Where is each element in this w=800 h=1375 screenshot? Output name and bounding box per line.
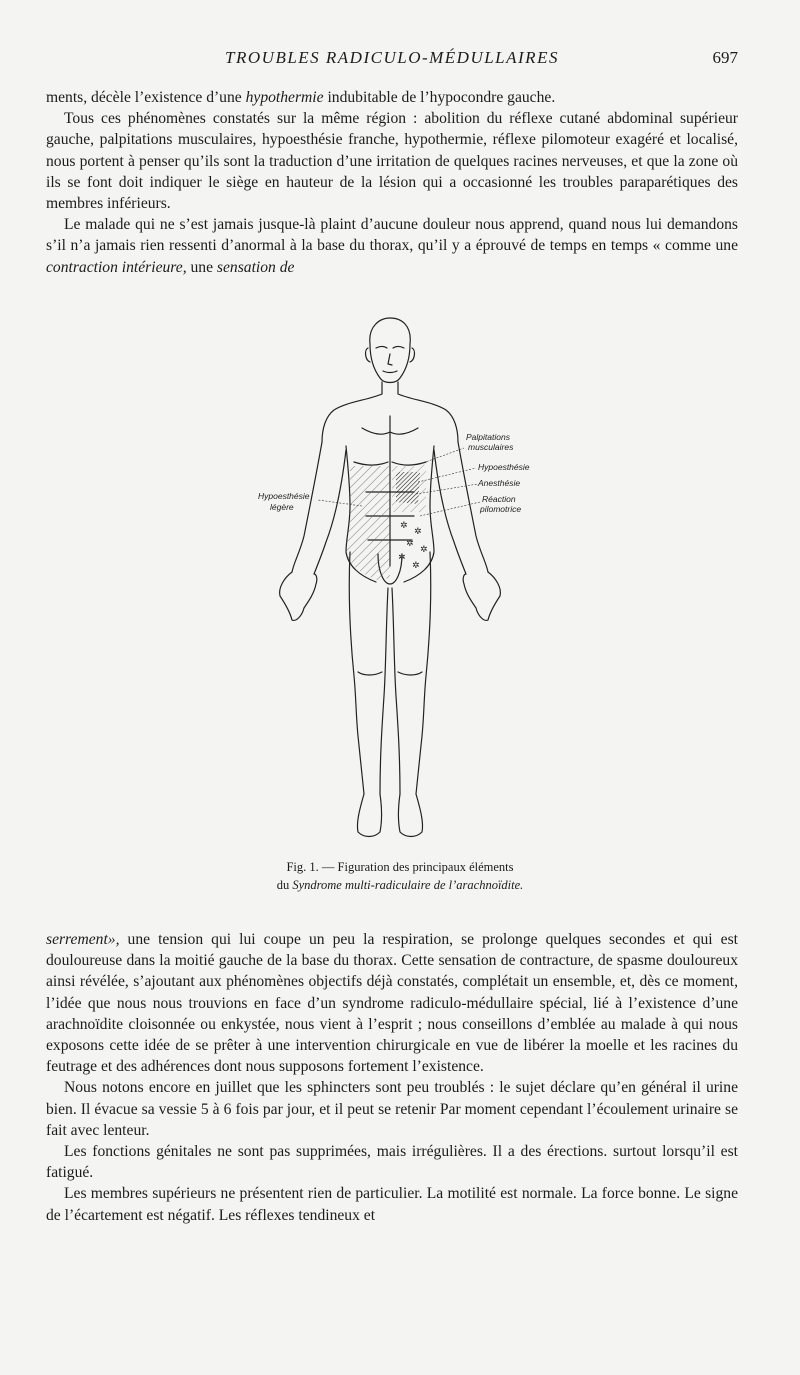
anesthesie-zone [396, 472, 420, 504]
figure-label: Fig. 1. — [286, 860, 335, 874]
emphasis: contraction intérieure, [46, 258, 187, 276]
label-pilomotrice: pilomotrice [480, 504, 522, 514]
svg-text:✲: ✲ [398, 553, 406, 563]
paragraph: serrement», une tension qui lui coupe un peu la respiration, se prolonge quelques secondes et qui est douloureuse dans la moitié gauche de la base du thorax. Cette sensation de contracture, de spasme douloureux ainsi révélée, s’ajoutant aux phénomènes objectifs déjà constatés, complétait un ensemble, et, dès ce moment, l’idée que nous nous trouvions en face d’un syndrome radiculo-médullaire spécial, lié à l’existence d’une arachnoïdite cloisonnée ou enkystée, nous vient à l’esprit ; nous conseillons d’emblée au malade à qui nous exposons cette idée de se prêter à une intervention chirurgicale en vue de libérer la moelle et les racines du feutrage et des adhérences dont nous supposons fortement l’existence. [46, 931, 738, 1076]
hypoesthesie-legere-zone [346, 466, 390, 580]
emphasis: hypothermie [245, 89, 324, 106]
label-legere: légère [270, 502, 294, 512]
paragraph: Les fonctions génitales ne sont pas supprimées, mais irrégulières. Il a des érections. surtout lorsqu’il est fatigué. [46, 1143, 738, 1182]
body-text-bottom [46, 929, 738, 1226]
svg-text:✲: ✲ [406, 539, 414, 549]
emphasis: sensation de [216, 258, 295, 276]
page-header [46, 46, 738, 72]
page-number: 697 [712, 48, 738, 67]
label-hypoesthesie: Hypoesthésie [478, 462, 530, 472]
svg-text:✲: ✲ [412, 561, 420, 571]
label-palpitations: Palpitations [466, 432, 510, 442]
svg-text:✲: ✲ [420, 545, 428, 555]
paragraph: Nous notons encore en juillet que les sphincters sont peu troublés : le sujet déclare qu’en général il urine bien. Il évacue sa vessie 5 à 6 fois par jour, et il peut se retenir Par moment cependant l’écoulement urinaire se fait avec lenteur. [46, 1079, 738, 1139]
pilomotor-marks [398, 521, 428, 571]
caption-line-2: du Syndrome multi-radiculaire de l’arachnoïdite. [276, 878, 524, 892]
running-title: TROUBLES RADICULO-MÉDULLAIRES [225, 48, 559, 67]
paragraph: ments, décèle l’existence d’une hypothermie indubitable de l’hypocondre gauche. [46, 89, 556, 106]
label-anesthesie: Anesthésie [478, 478, 521, 488]
emphasis: serrement», [46, 931, 120, 948]
caption-line-1: Fig. 1. — Figuration des principaux éléments [286, 860, 514, 874]
paragraph: Les membres supérieurs ne présentent rien de particulier. La motilité est normale. La force bonne. Le signe de l’écartement est négatif. Les réflexes tendineux et [46, 1185, 738, 1224]
svg-text:✲: ✲ [400, 521, 408, 531]
anatomical-figure [250, 316, 550, 844]
label-hypoesthesie-legere: Hypoesthésie [258, 491, 310, 501]
figure-caption [160, 858, 640, 894]
svg-text:✲: ✲ [414, 527, 422, 537]
paragraph: Tous ces phénomènes constatés sur la même région : abolition du réflexe cutané abdominal supérieur gauche, palpitations musculaires, hypoesthésie franche, hypothermie, réflexe pilomoteur exagéré et localisé, nous portent à penser qu’ils sont la traduction d’une irritation de quelques racines nerveuses, et que la zone où ils se font doit indiquer le siège en hauteur de la lésion qui a occasionné les troubles paraparétiques des membres inférieurs. [46, 110, 738, 213]
label-reaction: Réaction [482, 494, 516, 504]
body-outline-illustration [250, 316, 550, 844]
label-musculaires: musculaires [468, 442, 514, 452]
body-text-top [46, 87, 738, 278]
paragraph: Le malade qui ne s’est jamais jusque-là plaint d’aucune douleur nous apprend, quand nous lui demandons s’il n’a jamais rien ressenti d’anormal à la base du thorax, qu’il y a éprouvé de temps en temps « comme une contraction intérieure, une sensation de [46, 216, 738, 276]
